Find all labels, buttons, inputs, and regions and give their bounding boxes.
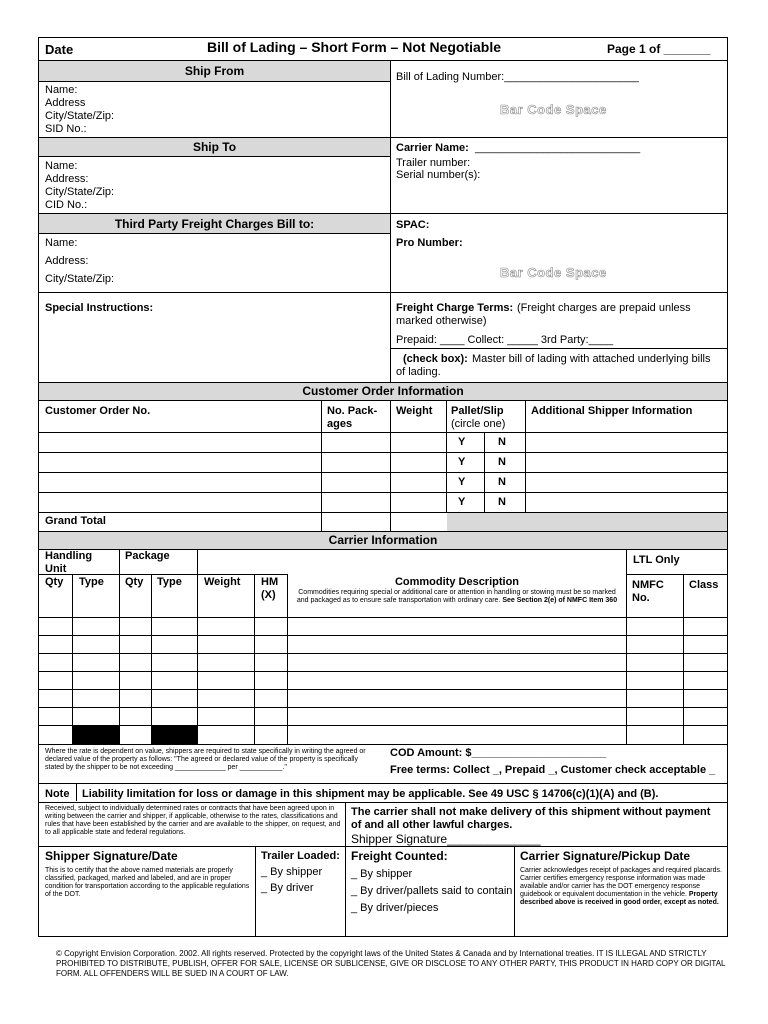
received-terms-text: Received, subject to individually determined rates or contracts that have been agreed upon in writing between the carrier and shipper, if applicable, otherwise to the rates, classifications and rules that have been established by the carrier and are available to the shipper, on request, and to all applicable state and federal regulations. (45, 805, 341, 836)
form-title: Bill of Lading – Short Form – Not Negotiable (207, 39, 502, 55)
copyright-footer: © Copyright Envision Corporation. 2002. All rights reserved. Protected by the copyright laws of the United States & Canada and by International treaties. IT IS ILLEGAL AND STRICTLY PROHIBITED TO DISTRIBUTE, PUBLISH, OFFER FOR SALE, LICENSE OR SUBLICENSE, GIVE OR DISCLOSE TO ANY OTHER PARTY, THIS PRODUCT IN HARD COPY OR DIGITAL FORM. ALL OFFENDERS WILL BE SUED IN A COURT OF LAW. (56, 949, 726, 978)
third-party-name[interactable]: Name: (45, 237, 78, 249)
pallet-no[interactable]: N (498, 496, 506, 508)
handling-unit-heading: Handling Unit (45, 550, 93, 575)
col-type-handling: Type (79, 576, 104, 588)
col-class: Class (689, 579, 719, 591)
pallet-no[interactable]: N (498, 476, 506, 488)
master-bol-text-2: of lading. (396, 366, 441, 378)
ltl-only-heading: LTL Only (633, 554, 680, 566)
pro-number-label[interactable]: Pro Number: (396, 237, 463, 249)
serial-numbers[interactable]: Serial number(s): (396, 169, 481, 181)
freight-counted-by-driver-pallets[interactable]: _ By driver/pallets said to contain (351, 885, 513, 897)
col-pallet-slip-sub: (circle one) (451, 418, 506, 430)
freight-counted-by-driver-pieces[interactable]: _ By driver/pieces (351, 902, 439, 914)
ship-from-city[interactable]: City/State/Zip: (45, 110, 115, 122)
col-weight: Weight (396, 405, 433, 417)
carrier-name-label: Carrier Name: (396, 142, 469, 154)
master-bol-text: Master bill of lading with attached underlying bills (472, 353, 711, 365)
pallet-yes[interactable]: Y (458, 436, 466, 448)
shipper-signature-date-heading[interactable]: Shipper Signature/Date (45, 849, 178, 863)
carrier-acknowledges-text: Carrier acknowledges receipt of packages and required placards. Carrier certifies emergency response information was made available and/or carrier has the DOT emergency response guidebook or equivalent documentation in the vehicle. Property described above is received in good order, except as noted. (520, 867, 722, 906)
table-row[interactable] (39, 492, 727, 512)
table-row[interactable] (39, 452, 727, 472)
pallet-no[interactable]: N (498, 436, 506, 448)
free-terms[interactable]: Free terms: Collect _, Prepaid _, Customer check acceptable _ (390, 764, 716, 776)
shaded-total-cell (151, 726, 197, 744)
ship-from-sid[interactable]: SID No.: (45, 123, 87, 135)
shaded-total-cell (72, 726, 119, 744)
pallet-no[interactable]: N (498, 456, 506, 468)
commodity-note: Commodities requiring special or additional care or attention in handling or stowing must be so marked and packaged as to ensure safe transportation with ordinary care. See Section 2(e) of NMFC Item 360 (296, 589, 618, 604)
barcode-space-2: Bar Code Space (500, 265, 607, 280)
freight-counted-heading: Freight Counted: (351, 849, 448, 863)
trailer-loaded-by-driver[interactable]: _ By driver (261, 882, 314, 894)
barcode-space-1: Bar Code Space (500, 102, 607, 117)
liability-note: Liability limitation for loss or damage in this shipment may be applicable. See 49 USC § 14706(c)(1)(A) and (B). (82, 788, 659, 800)
cod-amount[interactable]: COD Amount: $______________________ (390, 747, 607, 759)
table-row[interactable] (39, 432, 727, 452)
carrier-info-heading: Carrier Information (328, 533, 438, 547)
package-heading: Package (125, 550, 170, 562)
col-weight-carrier: Weight (204, 576, 241, 588)
col-additional-info: Additional Shipper Information (531, 405, 693, 417)
third-party-city[interactable]: City/State/Zip: (45, 273, 115, 285)
customer-order-heading: Customer Order Information (302, 384, 464, 398)
shipper-certify-text: This is to certify that the above named materials are properly classified, packaged, marked and labeled, and are in proper condition for transportation according to the applicable regulations of the DOT. (45, 867, 250, 898)
col-qty-package: Qty (125, 576, 144, 588)
grand-total-label: Grand Total (45, 515, 106, 527)
trailer-loaded-by-shipper[interactable]: _ By shipper (261, 866, 323, 878)
spac-label[interactable]: SPAC: (396, 219, 430, 231)
ship-to-cid[interactable]: CID No.: (45, 199, 88, 211)
declared-value-text: Where the rate is dependent on value, shippers are required to state specifically in writing the agreed or declared value of the property as follows: "The agreed or declared value of the property is specifically stated by the shipper to be not exceeding _____________ per ___________." (45, 748, 366, 771)
col-nmfc-no: NMFC No. (632, 579, 664, 604)
ship-to-city[interactable]: City/State/Zip: (45, 186, 115, 198)
ship-to-heading: Ship To (192, 140, 237, 154)
bill-of-lading-form (38, 37, 728, 937)
ship-from-name[interactable]: Name: (45, 84, 78, 96)
col-no-packages: No. Pack- ages (327, 405, 378, 430)
note-label: Note (45, 788, 70, 800)
freight-terms-label: Freight Charge Terms: (396, 302, 514, 314)
freight-counted-by-shipper[interactable]: _ By shipper (351, 868, 413, 880)
trailer-loaded-heading: Trailer Loaded: (261, 850, 340, 862)
special-instructions-label[interactable]: Special Instructions: (45, 302, 154, 314)
third-party-address[interactable]: Address: (45, 255, 89, 267)
col-customer-order-no: Customer Order No. (45, 405, 151, 417)
col-commodity-description: Commodity Description (394, 576, 520, 588)
col-qty-handling: Qty (45, 576, 64, 588)
ship-from-heading: Ship From (184, 64, 245, 78)
grand-total-shaded (447, 513, 727, 531)
table-row[interactable] (39, 472, 727, 492)
col-type-package: Type (157, 576, 182, 588)
trailer-number[interactable]: Trailer number: (396, 157, 471, 169)
bol-number-label[interactable]: Bill of Lading Number:______________________ (396, 71, 639, 83)
third-party-heading: Third Party Freight Charges Bill to: (114, 217, 315, 231)
shipper-signature-line[interactable]: Shipper Signature______________ (351, 832, 541, 846)
freight-terms-note-2: marked otherwise) (396, 315, 487, 327)
ship-to-address[interactable]: Address: (45, 173, 89, 185)
page-label: Page 1 of _______ (607, 42, 711, 56)
prepaid-collect-line[interactable]: Prepaid: ____ Collect: _____ 3rd Party:____ (396, 334, 614, 346)
carrier-name-line[interactable]: ___________________________ (475, 142, 641, 154)
col-pallet-slip: Pallet/Slip (451, 405, 504, 417)
ship-from-address[interactable]: Address (45, 97, 86, 109)
carrier-shall-not-text: The carrier shall not make delivery of this shipment without payment of and all other lawful charges. (351, 806, 711, 831)
col-hm: HM (X) (261, 576, 279, 601)
pallet-yes[interactable]: Y (458, 476, 466, 488)
date-label: Date (45, 42, 74, 57)
freight-terms-note: (Freight charges are prepaid unless (517, 302, 691, 314)
check-box-label[interactable]: (check box): (403, 353, 468, 365)
carrier-signature-heading[interactable]: Carrier Signature/Pickup Date (520, 849, 691, 863)
ship-to-name[interactable]: Name: (45, 160, 78, 172)
pallet-yes[interactable]: Y (458, 496, 466, 508)
pallet-yes[interactable]: Y (458, 456, 466, 468)
